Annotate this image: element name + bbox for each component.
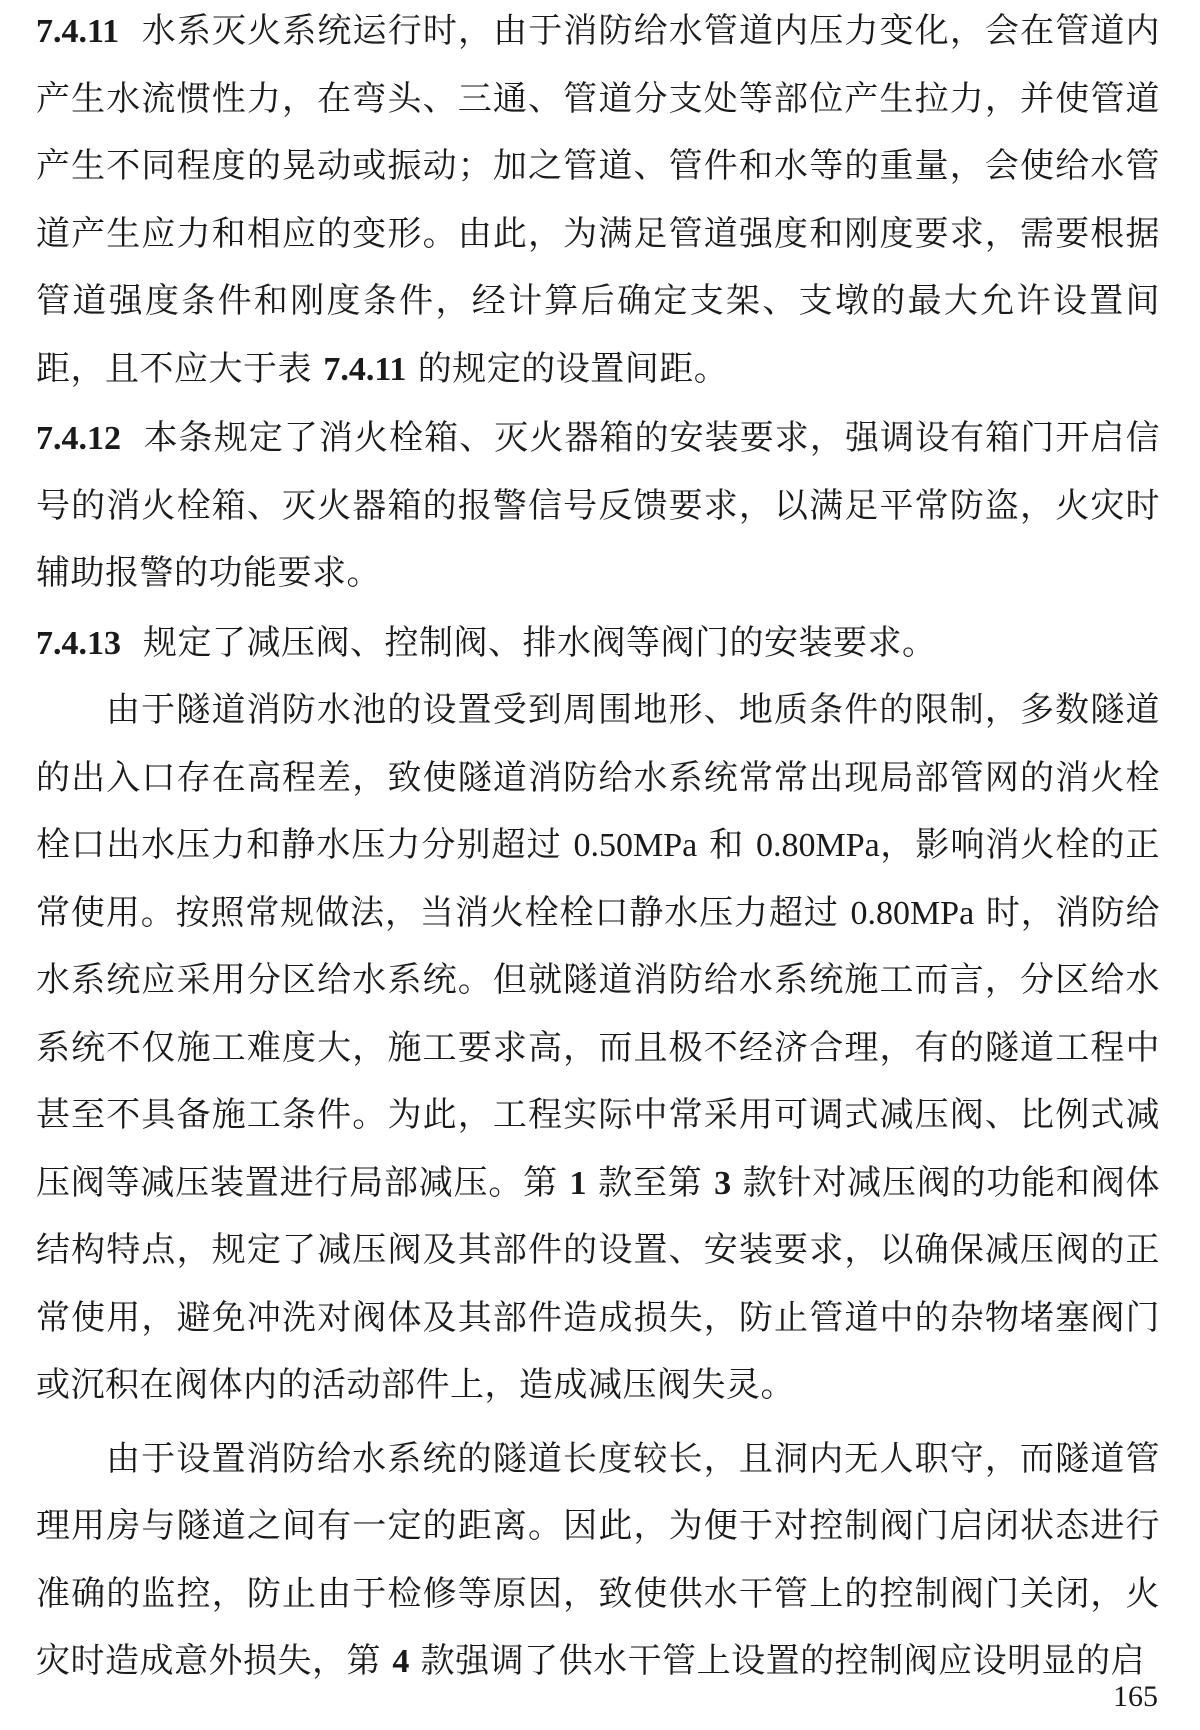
item-number: 4 [392, 1643, 410, 1680]
text-run: 款针对减压阀的功能和阀体结构特点，规定了减压阀及其部件的设置、安装要求，以确保减压阀的正常使用，避免冲洗对阀体及其部件造成损失，防止管道中的杂物堵塞阀门或沉积在阀体内的活动部件上，造成减压阀失灵。 [36, 1162, 1161, 1405]
item-number: 1 [569, 1164, 587, 1202]
pressure-value: 0.50MPa [573, 827, 698, 864]
text-run: 款强调了供水干管上设置的控制阀应设明显的启 [420, 1641, 1146, 1681]
clause-text: 规定了减压阀、控制阀、排水阀等阀门的安装要求。 [143, 622, 937, 663]
clause-7-4-13 [36, 610, 1160, 678]
pressure-value: 0.80MPa [755, 827, 880, 864]
body-paragraph-control-valve [36, 1426, 1160, 1696]
clause-number: 7.4.11 [36, 13, 120, 50]
clause-7-4-12 [36, 405, 1160, 608]
text-run: 时，消防给水系统应采用分区给水系统。但就隧道消防给水系统施工而言，分区给水系统不仅施工难度大，施工要求高，而且极不经济合理，有的隧道工程中甚至不具备施工条件。为此，工程实际中常采用可调式减压阀、比例式减压阀等减压装置进行局部减压。第 [36, 892, 1161, 1203]
clause-7-4-11 [36, 0, 1160, 403]
clause-text: 本条规定了消火栓箱、灭火器箱的安装要求，强调设有箱门开启信号的消火栓箱、灭火器箱的报警信号反馈要求，以满足平常防盗，火灾时辅助报警的功能要求。 [36, 418, 1160, 593]
document-page [36, 0, 1160, 1696]
text-run: 款至第 [598, 1162, 703, 1203]
pressure-value: 0.80MPa [850, 894, 975, 932]
text-run: 和 [709, 825, 745, 865]
clause-number: 7.4.12 [36, 420, 121, 457]
table-reference: 7.4.11 [323, 350, 407, 388]
text-run: 由于隧道消防水池的设置受到周围地形、地质条件的限制，多数隧道的出入口存在高程差，致使隧道消防给水系统常常出现局部管网的消火栓栓口出水压力和静水压力分别超过 [36, 690, 1160, 865]
clause-text: 水系灭火系统运行时，由于消防给水管道内压力变化，会在管道内产生水流惯性力，在弯头、三通、管道分支处等部位产生拉力，并使管道产生不同程度的晃动或振动；加之管道、管件和水等的重量，会使给水管道产生应力和相应的变形。由此，为满足管道强度和刚度要求，需要根据管道强度条件和刚度条件，经计算后确定支架、支墩的最大允许设置间距，且不应大于表 [36, 11, 1160, 389]
text-run: ，影响消火栓的正常使用。按照常规做法，当消火栓栓口静水压力超过 [36, 825, 1161, 933]
page-number: 165 [1113, 1680, 1158, 1713]
item-number: 3 [714, 1164, 732, 1202]
text-run: 由于设置消防给水系统的隧道长度较长，且洞内无人职守，而隧道管理用房与隧道之间有一定的距离。因此，为便于对控制阀门启闭状态进行准确的监控，防止由于检修等原因，致使供水干管上的控制阀门关闭，火灾时造成意外损失，第 [36, 1438, 1160, 1681]
clause-number: 7.4.13 [36, 624, 121, 662]
clause-text: 的规定的设置间距。 [417, 348, 729, 389]
body-paragraph-pressure-reducing [36, 677, 1160, 1420]
